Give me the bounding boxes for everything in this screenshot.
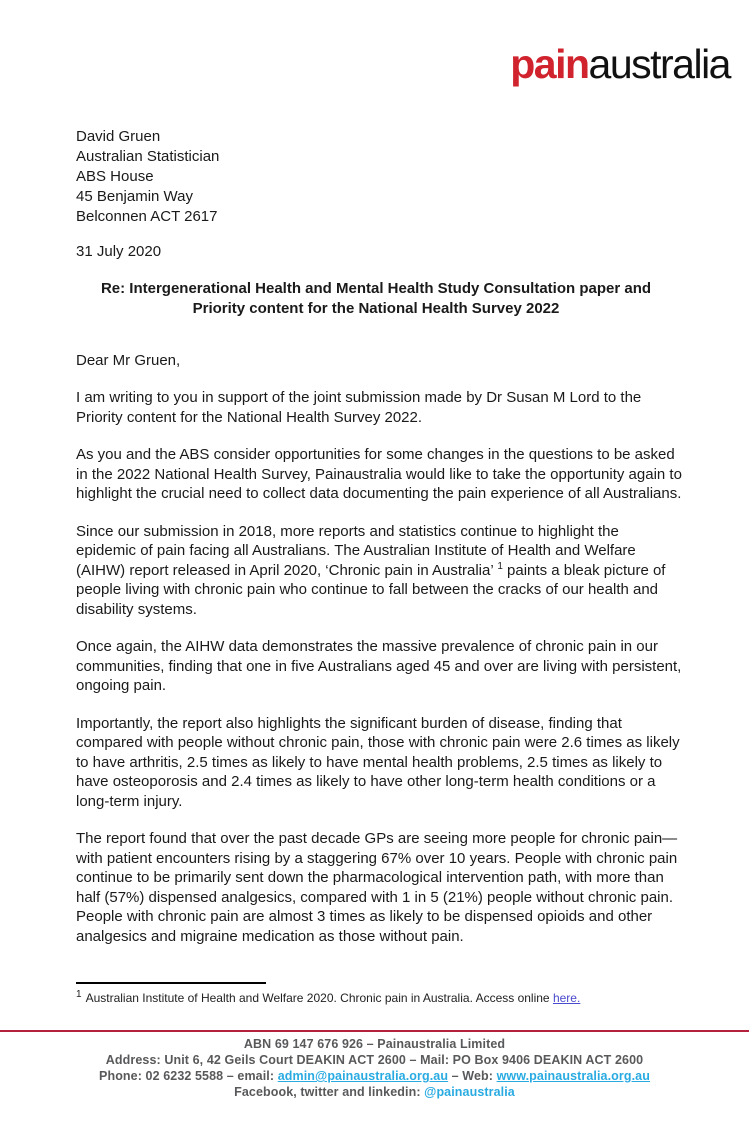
footer-contact-line — [0, 1068, 749, 1084]
letter-date: 31 July 2020 — [76, 243, 162, 260]
footer-divider-red-line — [0, 1030, 749, 1032]
footer-address-line: Address: Unit 6, 42 Geils Court DEAKIN ACT 2600 – Mail: PO Box 9406 DEAKIN ACT 2600 — [105, 1053, 644, 1067]
footer-web-text: – Web: — [448, 1069, 497, 1083]
logo-pain-text: pain — [510, 41, 589, 87]
recipient-address-block — [76, 127, 219, 227]
paragraph-6: The report found that over the past decade GPs are seeing more people for chronic pain—with patient encounters rising by a staggering 67% over 10 years. People with chronic pain continue to be primarily sent down the pharmacological intervention path, with more than half (57%) dispensed analgesics, compared with 1 in 5 (21%) people without chronic pain. People with chronic pain are almost 3 times as likely to be dispensed opioids and other analgesics and migraine medication as those without pain. — [76, 830, 678, 945]
footnote-marker: 1 — [76, 989, 82, 1000]
recipient-suburb: Belconnen ACT 2617 — [76, 208, 218, 225]
footer-email-link[interactable]: admin@painaustralia.org.au — [277, 1069, 449, 1083]
recipient-building: ABS House — [76, 168, 154, 185]
footer-social-line — [0, 1084, 749, 1100]
paragraph-3-text: Since our submission in 2018, more reports and statistics continue to highlight the epidemic of pain facing all Australians. The Australian Institute of Health and Welfare (AIHW) report released in April 2020, ‘Chronic pain in Australia’ — [76, 522, 636, 579]
salutation: Dear Mr Gruen, — [76, 352, 181, 369]
footer-abn-line: ABN 69 147 676 926 – Painaustralia Limited — [243, 1037, 506, 1051]
footer — [0, 1036, 749, 1100]
footnote-text: Australian Institute of Health and Welfare 2020. Chronic pain in Australia. Access online — [85, 991, 553, 1005]
recipient-title: Australian Statistician — [76, 148, 220, 165]
footer-website-link[interactable]: www.painaustralia.org.au — [496, 1069, 650, 1083]
footnote-reference-marker: 1 — [497, 560, 503, 572]
logo-australia-text: australia — [588, 41, 730, 87]
paragraph-5: Importantly, the report also highlights the significant burden of disease, finding that compared with people without chronic pain, those with chronic pain were 2.6 times as likely to have arthritis, 2.5 times as likely to have mental health problems, 2.5 times as likely to have osteoporosis and 2.4 times as likely to have other long-term health conditions or a long-term injury. — [76, 714, 680, 810]
footer-social-text: Facebook, twitter and linkedin: — [234, 1085, 425, 1099]
recipient-street: 45 Benjamin Way — [76, 188, 193, 205]
painaustralia-logo — [510, 40, 730, 88]
footer-social-handle-link[interactable]: @painaustralia — [424, 1085, 515, 1099]
subject-line: Re: Intergenerational Health and Mental Health Study Consultation paper and Priority content for the National Health Survey 2022 — [100, 280, 652, 317]
footer-phone-text: Phone: 02 6232 5588 – email: — [99, 1069, 278, 1083]
paragraph-1: I am writing to you in support of the joint submission made by Dr Susan M Lord to the Priority content for the National Health Survey 2022. — [76, 389, 642, 426]
paragraph-3-text-after: paints a bleak picture of people living with chronic pain who continue to fall between the cracks of our health and disability systems. — [76, 561, 666, 618]
footnote — [76, 989, 580, 1005]
footnote-here-link[interactable]: here. — [552, 991, 581, 1005]
paragraph-2: As you and the ABS consider opportunities for some changes in the questions to be asked in the 2022 National Health Survey, Painaustralia would like to take the opportunity again to highlight the crucial need to collect data documenting the pain experience of all Australians. — [76, 446, 682, 502]
footnote-separator-line — [76, 982, 266, 984]
recipient-name: David Gruen — [76, 128, 161, 145]
letter-body — [76, 388, 682, 964]
paragraph-4: Once again, the AIHW data demonstrates the massive prevalence of chronic pain in our communities, finding that one in five Australians aged 45 and over are living with persistent, ongoing pain. — [76, 638, 682, 694]
paragraph-3 — [76, 522, 682, 620]
